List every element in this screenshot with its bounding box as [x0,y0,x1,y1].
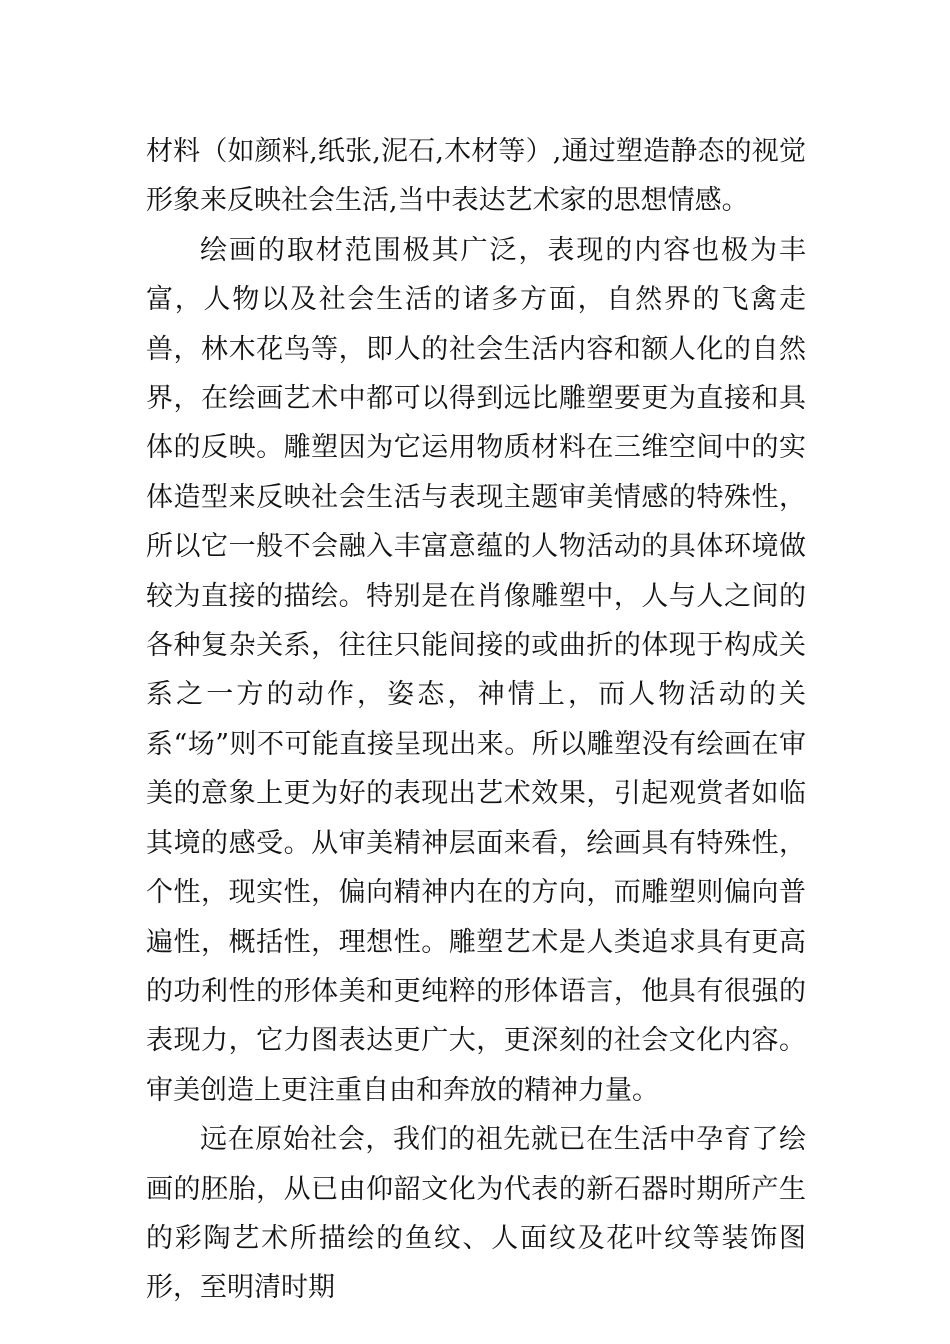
paragraph-painting-vs-sculpture: 绘画的取材范围极其广泛，表现的内容也极为丰富，人物以及社会生活的诸多方面，自然界的飞禽走兽，林木花鸟等，即人的社会生活内容和额人化的自然界，在绘画艺术中都可以得到远比雕塑要更为直接和具体的反映。雕塑因为它运用物质材料在三维空间中的实体造型来反映社会生活与表现主题审美情感的特殊性，所以它一般不会融入丰富意蕴的人物活动的具体环境做较为直接的描绘。特别是在肖像雕塑中，人与人之间的各种复杂关系，往往只能间接的或曲折的体现于构成关系之一方的动作，姿态，神情上，而人物活动的关系“场”则不可能直接呈现出来。所以雕塑没有绘画在审美的意象上更为好的表现出艺术效果，引起观赏者如临其境的感受。从审美精神层面来看，绘画具有特殊性，个性，现实性，偏向精神内在的方向，而雕塑则偏向普遍性，概括性，理想性。雕塑艺术是人类追求具有更高的功利性的形体美和更纯粹的形体语言，他具有很强的表现力，它力图表达更广大，更深刻的社会文化内容。审美创造上更注重自由和奔放的精神力量。 [146,234,806,1106]
document-body [146,127,806,1313]
paragraph-materials: 材料（如颜料,纸张,泥石,木材等）,通过塑造静态的视觉形象来反映社会生活,当中表达艺术家的思想情感。 [146,136,806,217]
paragraph-primitive-society: 远在原始社会，我们的祖先就已在生活中孕育了绘画的胚胎，从已由仰韶文化为代表的新石器时期所产生的彩陶艺术所描绘的鱼纹、人面纹及花叶纹等装饰图形，至明清时期 [146,1124,806,1304]
